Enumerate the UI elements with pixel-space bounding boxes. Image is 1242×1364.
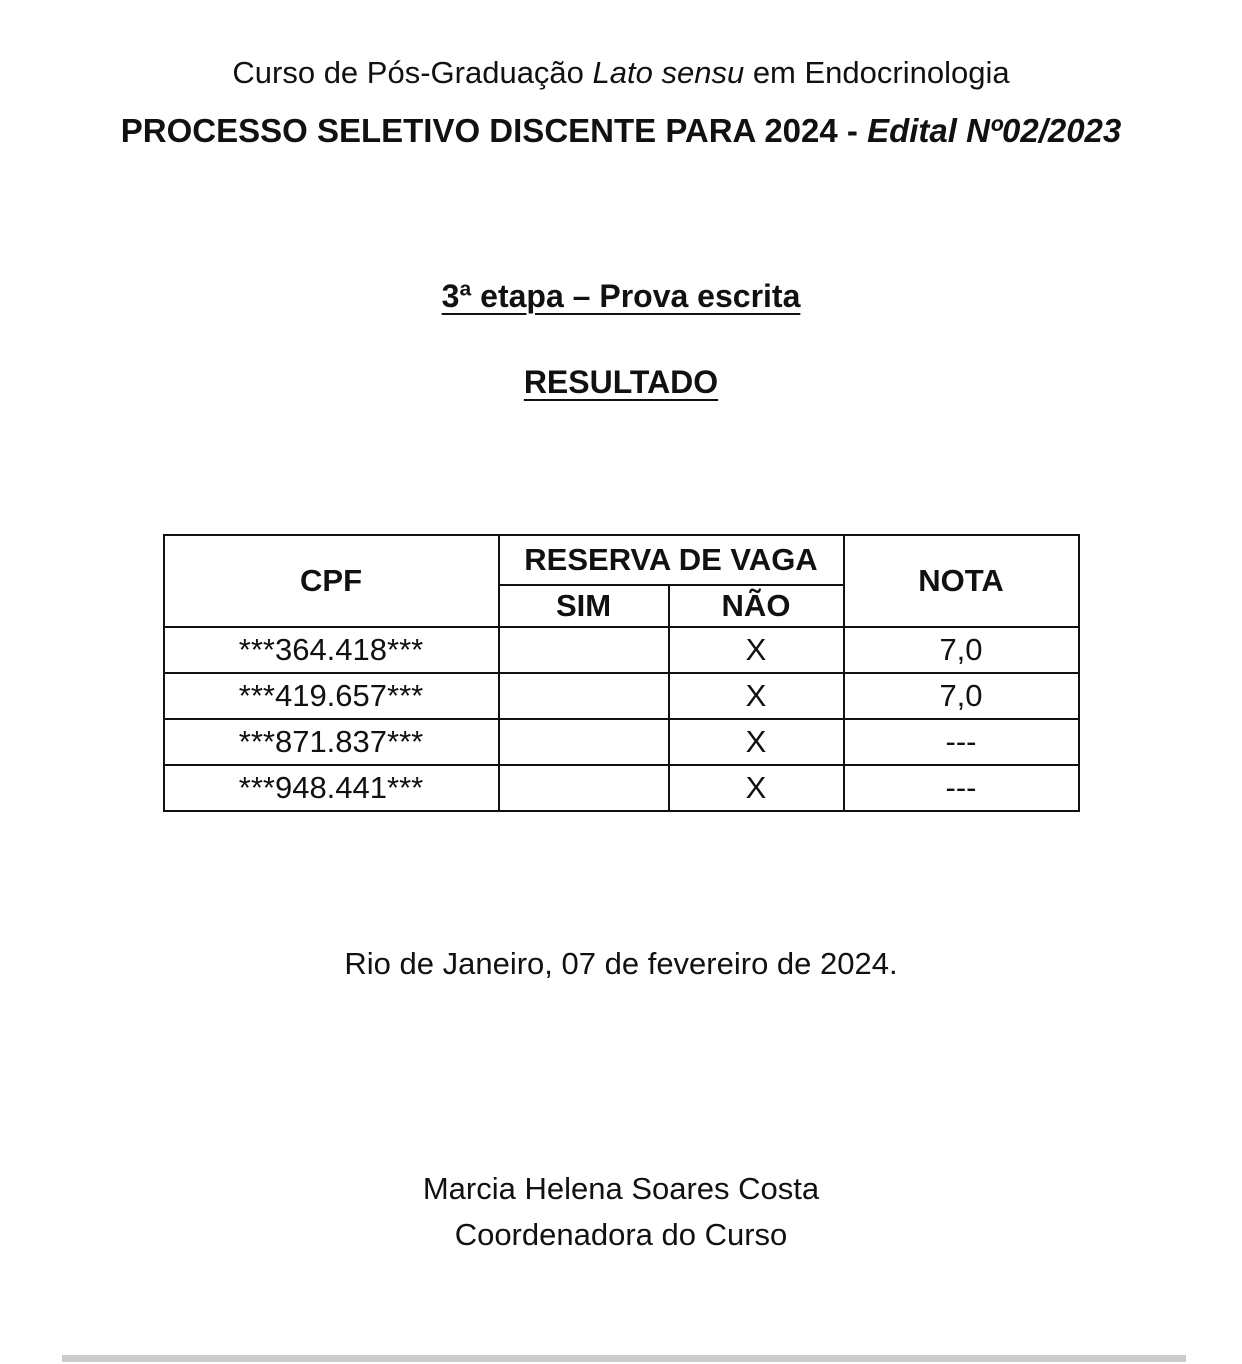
table-row [164,765,1079,811]
header-reserva-de-vaga: RESERVA DE VAGA [499,535,844,585]
nao-cell: X [669,627,844,673]
nao-cell: X [669,719,844,765]
cpf-cell: ***948.441*** [164,765,499,811]
nao-cell: X [669,673,844,719]
cpf-cell: ***419.657*** [164,673,499,719]
table-row [164,719,1079,765]
table-row [164,673,1079,719]
signature-role: Coordenadora do Curso [454,1217,788,1252]
sim-cell [499,719,669,765]
signature-name: Marcia Helena Soares Costa [422,1171,820,1206]
date-line: Rio de Janeiro, 07 de fevereiro de 2024. [344,946,898,981]
bottom-divider [62,1355,1186,1362]
header-nota: NOTA [844,535,1079,627]
sim-cell [499,765,669,811]
nota-cell: --- [844,765,1079,811]
stage-heading-text: 3ª etapa – Prova escrita [441,278,801,314]
table-row [164,627,1079,673]
nota-cell: --- [844,719,1079,765]
header-cpf: CPF [164,535,499,627]
course-title-suffix: em Endocrinologia [744,55,1010,90]
cpf-cell: ***364.418*** [164,627,499,673]
process-subtitle [0,110,1242,152]
signature-block [0,1166,1242,1258]
sim-cell [499,673,669,719]
nao-cell: X [669,765,844,811]
nota-cell: 7,0 [844,627,1079,673]
course-title [0,52,1242,94]
stage-heading [0,276,1242,316]
result-heading-text: RESULTADO [523,364,719,400]
process-subtitle-edital: Edital Nº02/2023 [867,112,1122,149]
header-sim: SIM [499,585,669,627]
table-header-row-top [164,535,1079,585]
result-heading [0,362,1242,402]
process-subtitle-main: PROCESSO SELETIVO DISCENTE PARA 2024 - [120,112,868,149]
header-nao: NÃO [669,585,844,627]
course-title-prefix: Curso de Pós-Graduação [232,55,593,90]
results-table [163,534,1080,812]
sim-cell [499,627,669,673]
course-title-latin: Lato sensu [592,55,745,90]
cpf-cell: ***871.837*** [164,719,499,765]
nota-cell: 7,0 [844,673,1079,719]
